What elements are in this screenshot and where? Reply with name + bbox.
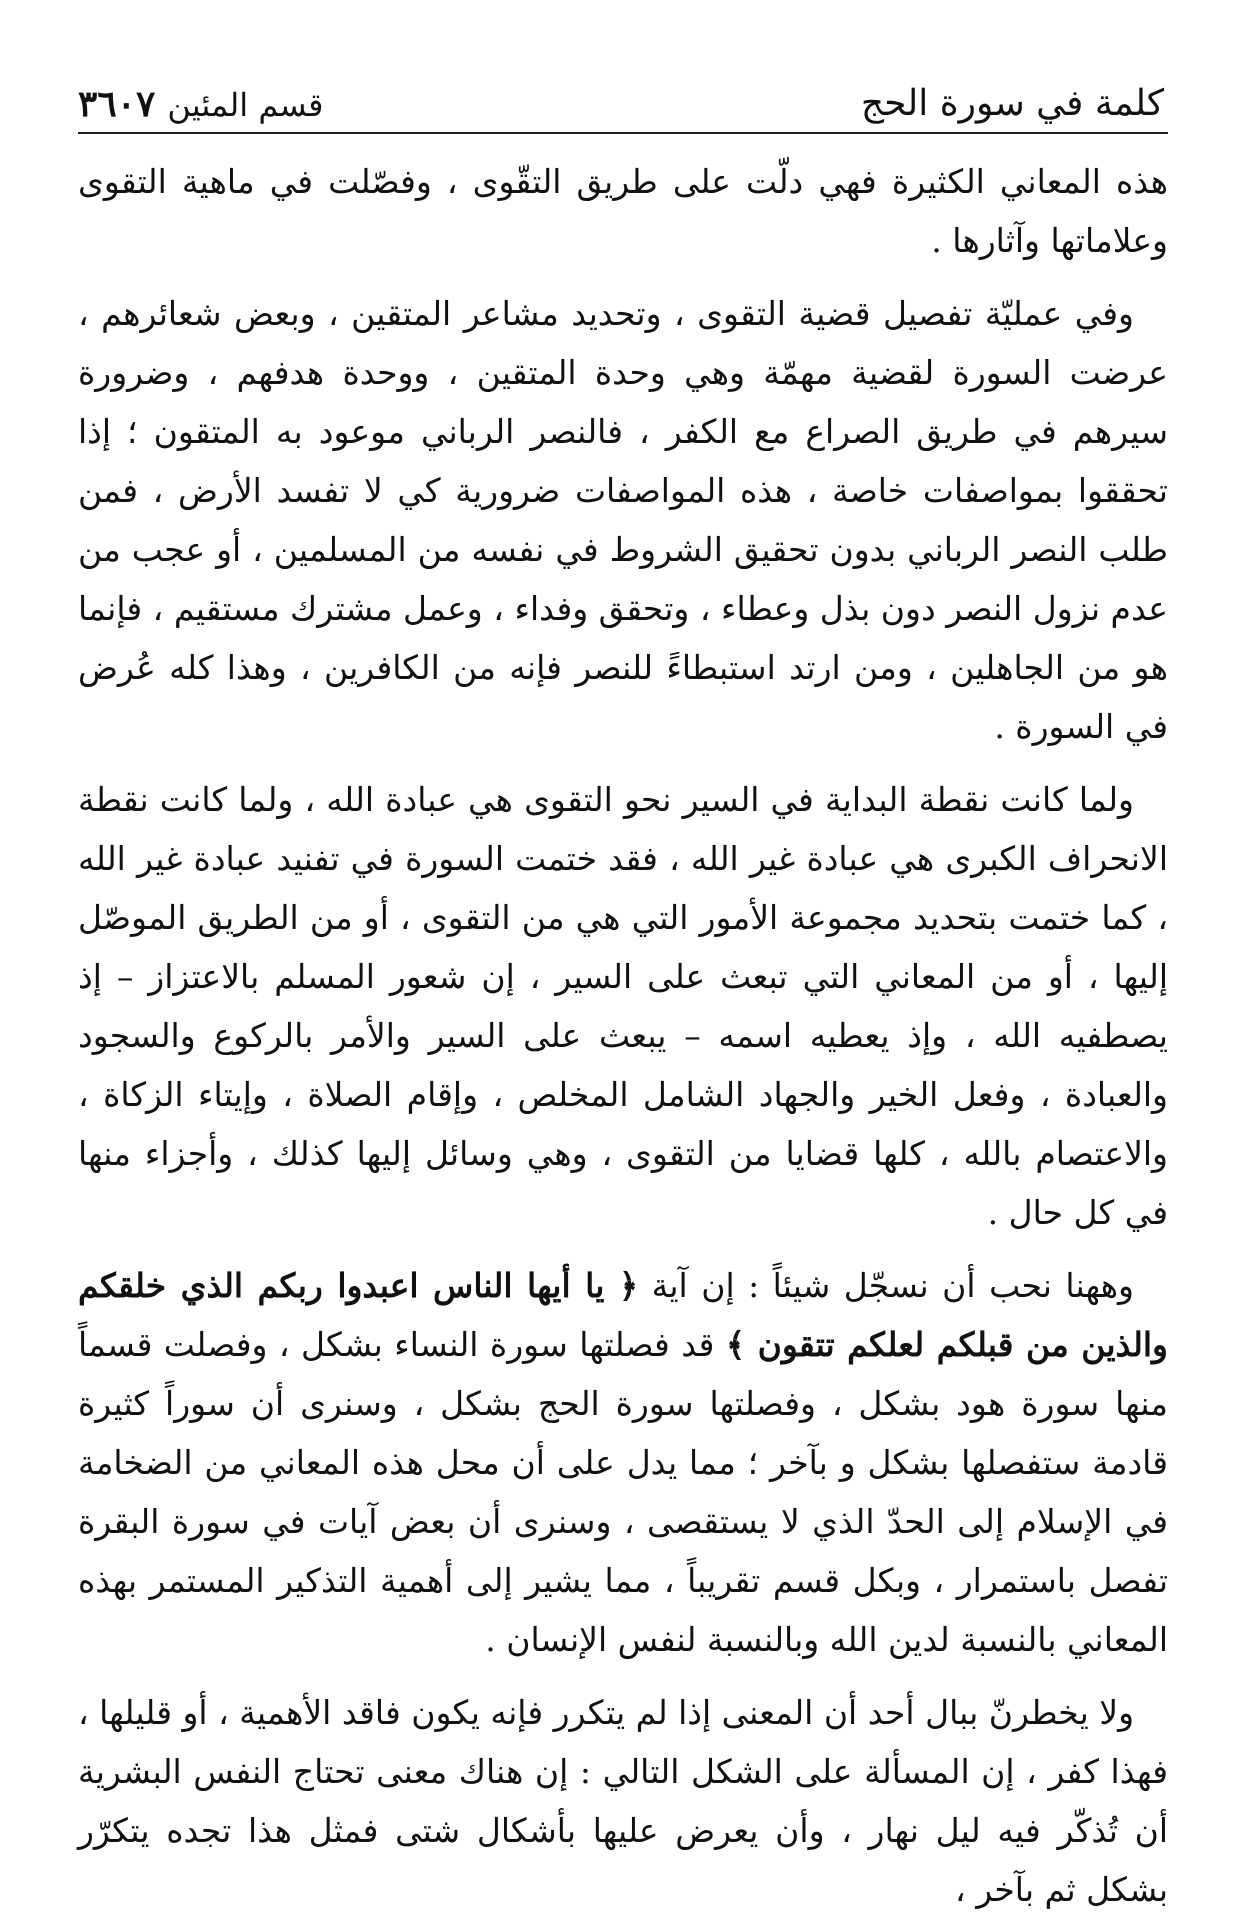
page xyxy=(78,70,1169,1909)
paragraph: هذه المعاني الكثيرة فهي دلّت على طريق التقّوى ، وفصّلت في ماهية التقوى وعلاماتها وآثارها . xyxy=(78,162,1168,260)
page-number: ٣٦٠٧ xyxy=(78,83,156,125)
paragraph-text: وههنا نحب أن نسجّل شيئاً : إن آية xyxy=(638,1266,1134,1305)
part-label: قسم المئين xyxy=(167,86,324,124)
paragraph: ولا يخطرنّ ببال أحد أن المعنى إذا لم يتكرر فإنه يكون فاقد الأهمية ، أو قليلها ، فهذا كفر ، إن المسألة على الشكل التالي : إن هناك معنى تحتاج النفس البشرية أن تُذكّر فيه ليل نهار ، وأن يعرض عليها بأشكال شتى فمثل هذا تجده يتكرّر بشكل ثم بآخر ، xyxy=(78,1693,1168,1909)
paragraph: وفي عمليّة تفصيل قضية التقوى ، وتحديد مشاعر المتقين ، وبعض شعائرهم ، عرضت السورة لقضية مهمّة وهي وحدة المتقين ، ووحدة هدفهم ، وضرورة سيرهم في طريق الصراع مع الكفر ، فالنصر الرباني موعود به المتقون ؛ إذا تحققوا بمواصفات خاصة ، هذه المواصفات ضرورية كي لا تفسد الأرض ، فمن طلب النصر الرباني بدون تحقيق الشروط في نفسه من المسلمين ، أو عجب من عدم نزول النصر دون بذل وعطاء ، وتحقق وفداء ، وعمل مشترك مستقيم ، فإنما هو من الجاهلين ، ومن ارتد استبطاءً للنصر فإنه من الكافرين ، وهذا كله عُرض في السورة . xyxy=(78,294,1169,746)
quran-verse: ﴿ يا أيها الناس اعبدوا ربكم الذي خلقكم والذين من قبلكم لعلكم تتقون ﴾ xyxy=(78,1266,1168,1364)
paragraph xyxy=(78,1256,1168,1669)
page-part-and-number xyxy=(78,83,324,125)
page-header xyxy=(78,70,1168,134)
running-title: كلمة في سورة الحج xyxy=(860,83,1164,124)
paragraph: ولما كانت نقطة البداية في السير نحو التقوى هي عبادة الله ، ولما كانت نقطة الانحراف الكبرى هي عبادة غير الله ، فقد ختمت السورة في تفنيد عبادة غير الله ، كما ختمت بتحديد مجموعة الأمور التي هي من التقوى ، أو من الطريق الموصّل إليها ، أو من المعاني التي تبعث على السير ، إن شعور المسلم بالاعتزاز – إذ يصطفيه الله ، وإذ يعطيه اسمه – يبعث على السير والأمر بالركوع والسجود والعبادة ، وفعل الخير والجهاد الشامل المخلص ، وإقام الصلاة ، وإيتاء الزكاة ، والاعتصام بالله ، كلها قضايا من التقوى ، وهي وسائل إليها كذلك ، وأجزاء منها في كل حال . xyxy=(78,780,1168,1232)
paragraph-text: قد فصلتها سورة النساء بشكل ، وفصلت قسماً منها سورة هود بشكل ، وفصلتها سورة الحج بشكل ، وسنرى أن سوراً كثيرة قادمة ستفصلها بشكل و بآخر ؛ مما يدل على أن محل هذه المعاني من الضخامة في الإسلام إلى الحدّ الذي لا يستقصى ، وسنرى أن بعض آيات في سورة البقرة تفصل باستمرار ، وبكل قسم تقريباً ، مما يشير إلى أهمية التذكير المستمر بهذه المعاني بالنسبة لدين الله وبالنسبة لنفس الإنسان . xyxy=(78,1325,1168,1659)
